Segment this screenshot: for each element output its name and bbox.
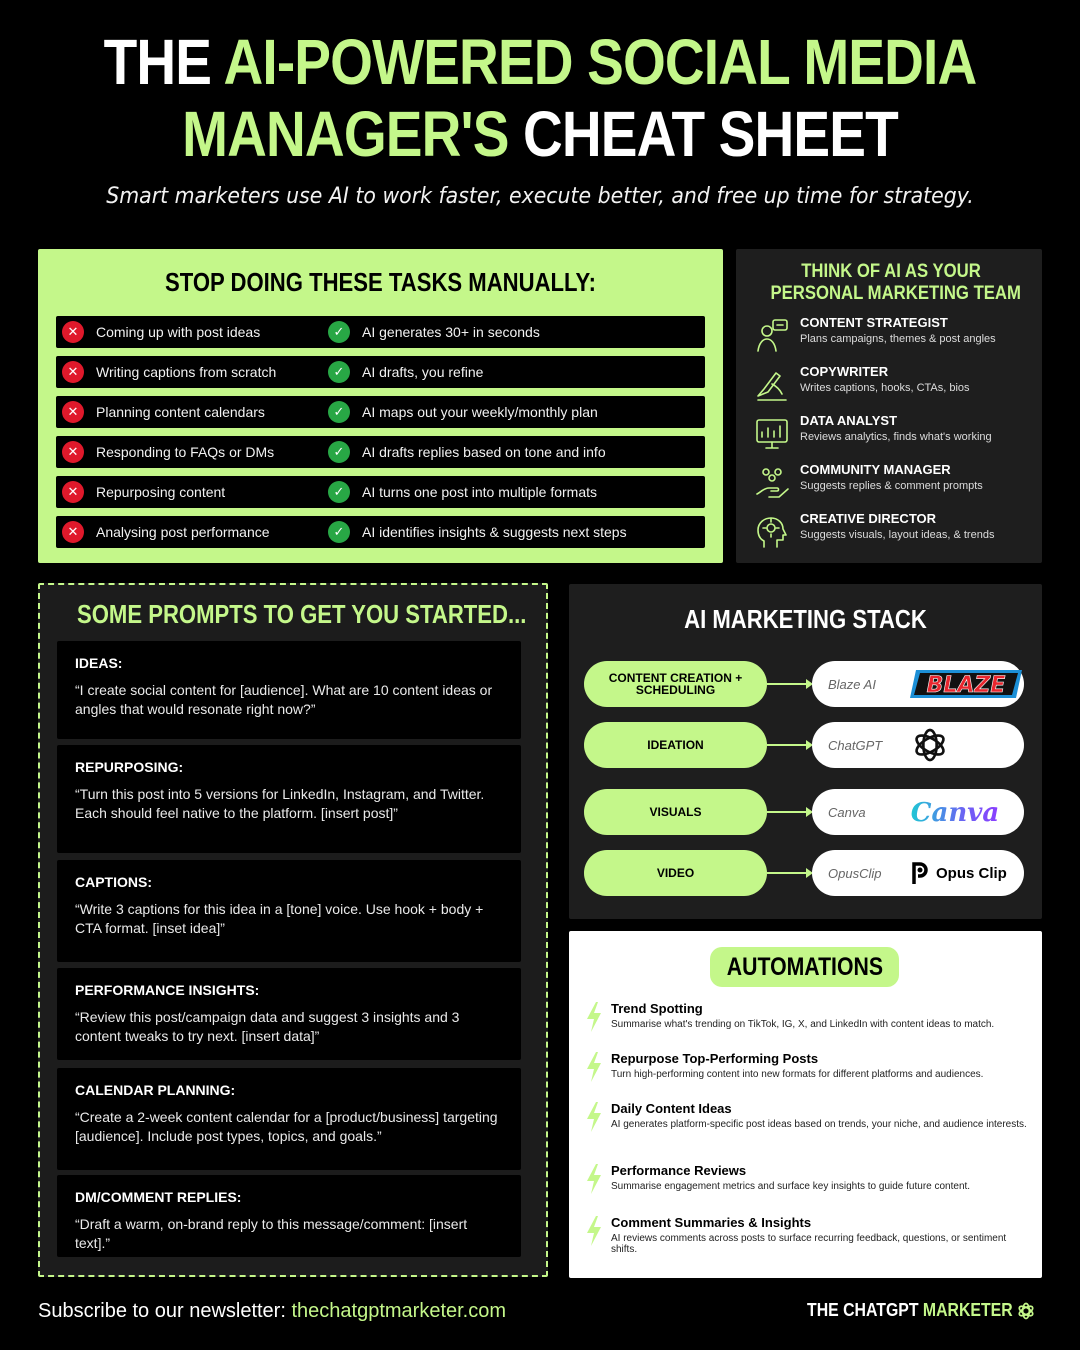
title-white-part: THE [103, 26, 224, 98]
team-role [754, 462, 1028, 511]
automation-title: Trend Spotting [611, 1001, 703, 1016]
prompt-label: IDEAS: [75, 655, 123, 671]
manual-task-label: Repurposing content [96, 484, 226, 500]
team-role [754, 364, 1028, 413]
automation-description: Summarise engagement metrics and surface key insights to guide future content. [611, 1181, 971, 1192]
arrow-right-icon [767, 872, 811, 874]
role-text [800, 364, 970, 394]
prompt-text: “I create social content for [audience]. What are 10 content ideas or angles that would resonate right now?” [75, 682, 493, 717]
marketing-stack-panel [569, 584, 1042, 919]
automation-title: Performance Reviews [611, 1163, 747, 1178]
prompt-label: CALENDAR PLANNING: [75, 1082, 236, 1098]
manual-task-label: Planning content calendars [96, 404, 265, 420]
role-title: COPYWRITER [800, 364, 889, 379]
lightning-bolt-icon [585, 1051, 611, 1088]
x-circle-icon: ✕ [62, 321, 84, 343]
x-circle-icon: ✕ [62, 481, 84, 503]
title-green-part-2: MANAGER'S [182, 98, 524, 170]
ai-task-label: AI maps out your weekly/monthly plan [362, 404, 598, 420]
automation-description: AI generates platform-specific post ideas based on trends, your niche, and audience interests. [611, 1119, 1027, 1130]
team-role [754, 315, 1028, 364]
automation-title: Daily Content Ideas [611, 1101, 732, 1116]
marketing-team-panel [736, 249, 1042, 563]
automation-text [611, 1051, 983, 1088]
manual-task [56, 361, 328, 383]
automation-text [611, 1163, 970, 1200]
check-circle-icon: ✓ [328, 321, 350, 343]
svg-text:Canva: Canva [910, 798, 1000, 828]
automation-description: Summarise what's trending on TikTok, IG, X, and LinkedIn with content ideas to match. [611, 1019, 995, 1030]
stack-category-line1: VISUALS [649, 805, 702, 819]
newsletter-cta [38, 1300, 506, 1323]
prompt-card [57, 968, 521, 1060]
creative-head-icon [754, 511, 800, 554]
canva-logo [910, 795, 1000, 829]
manual-task [56, 481, 328, 503]
stack-tool [812, 850, 1024, 896]
title-green-part: AI-POWERED SOCIAL MEDIA [223, 26, 977, 98]
task-row [56, 516, 705, 548]
automations-panel [569, 931, 1042, 1278]
ai-task [328, 441, 606, 463]
page-title [76, 26, 1005, 170]
stack-tool [812, 789, 1024, 835]
automation-item [585, 1051, 1030, 1088]
prompt-text: “Write 3 captions for this idea in a [tone] voice. Use hook + body + CTA format. [inset idea]” [75, 901, 484, 936]
task-row [56, 316, 705, 348]
automation-title: Comment Summaries & Insights [611, 1215, 812, 1230]
prompt-label: CAPTIONS: [75, 874, 152, 890]
lightning-bolt-icon [585, 1163, 611, 1200]
manual-task-label: Coming up with post ideas [96, 324, 261, 340]
newsletter-link[interactable]: thechatgptmarketer.com [291, 1300, 507, 1322]
stack-category [584, 789, 767, 835]
tool-name: Canva [828, 804, 866, 820]
task-row [56, 356, 705, 388]
stack-category [584, 661, 767, 707]
stack-tool [812, 722, 1024, 768]
ai-task [328, 521, 627, 543]
prompts-heading: SOME PROMPTS TO GET YOU STARTED... [77, 599, 527, 629]
prompt-label: DM/COMMENT REPLIES: [75, 1189, 242, 1205]
stack-category-line1: CONTENT CREATION + [608, 671, 743, 685]
prompt-card [57, 1068, 521, 1170]
automation-text [611, 1101, 1027, 1138]
manual-task [56, 441, 328, 463]
team-heading-line2: PERSONAL MARKETING TEAM [770, 283, 1021, 304]
automation-item [585, 1215, 1030, 1255]
brand-logo [779, 1300, 1036, 1321]
automation-description: Turn high-performing content into new formats for different platforms and audiences. [611, 1069, 984, 1080]
prompt-text: “Create a 2-week content calendar for a [product/business] targeting [audience]. Include post types, topics, and goals.” [75, 1109, 498, 1144]
prompt-label: PERFORMANCE INSIGHTS: [75, 982, 260, 998]
automation-description: AI reviews comments across posts to surface recurring feedback, questions, or sentiment shifts. [611, 1233, 1007, 1255]
stack-tool [812, 661, 1024, 707]
brand-name-green: MARKETER [923, 1300, 1013, 1320]
automation-item [585, 1163, 1030, 1200]
x-circle-icon: ✕ [62, 361, 84, 383]
ai-task [328, 401, 598, 423]
tool-name: Blaze AI [828, 676, 876, 692]
manual-task-label: Responding to FAQs or DMs [96, 444, 275, 460]
stack-row [584, 661, 1029, 707]
stack-row [584, 722, 1029, 768]
arrow-right-icon [767, 744, 811, 746]
check-circle-icon: ✓ [328, 361, 350, 383]
team-role [754, 413, 1028, 462]
role-text [800, 462, 983, 492]
arrow-right-icon [767, 811, 811, 813]
role-description: Writes captions, hooks, CTAs, bios [800, 382, 970, 394]
role-text [800, 315, 996, 345]
role-description: Suggests visuals, layout ideas, & trends [800, 529, 995, 541]
newsletter-label: Subscribe to our newsletter: [38, 1300, 292, 1322]
team-heading-line1: THINK OF AI AS YOUR [801, 261, 981, 282]
role-title: CREATIVE DIRECTOR [800, 511, 937, 526]
check-circle-icon: ✓ [328, 481, 350, 503]
prompts-panel [38, 583, 548, 1277]
strategist-icon [754, 315, 800, 358]
marketing-stack-heading: AI MARKETING STACK [684, 604, 927, 634]
automations-heading: AUTOMATIONS [710, 947, 899, 987]
automation-item [585, 1001, 1030, 1038]
header [0, 26, 1080, 209]
role-title: CONTENT STRATEGIST [800, 315, 948, 330]
analytics-board-icon [754, 413, 800, 456]
prompt-card [57, 1175, 521, 1257]
prompt-text: “Review this post/campaign data and suggest 3 insights and 3 content tweaks to try next. [insert data]” [75, 1009, 460, 1044]
x-circle-icon: ✕ [62, 521, 84, 543]
manual-task-label: Analysing post performance [96, 524, 270, 540]
stack-row [584, 789, 1029, 835]
stack-category [584, 722, 767, 768]
stack-row [584, 850, 1029, 896]
prompt-text: “Turn this post into 5 versions for LinkedIn, Instagram, and Twitter. Each should feel native to the platform. [insert post]” [75, 786, 485, 821]
automation-text [611, 1215, 1030, 1255]
writing-hand-icon [754, 364, 800, 407]
ai-task [328, 481, 597, 503]
ai-task-label: AI turns one post into multiple formats [362, 484, 597, 500]
tool-name: OpusClip [828, 865, 882, 881]
tool-name: ChatGPT [828, 737, 883, 753]
lightning-bolt-icon [585, 1001, 611, 1038]
ai-task-label: AI drafts replies based on tone and info [362, 444, 606, 460]
role-text [800, 413, 992, 443]
ai-task [328, 361, 483, 383]
x-circle-icon: ✕ [62, 441, 84, 463]
check-circle-icon: ✓ [328, 441, 350, 463]
community-hand-icon [754, 462, 800, 505]
team-role [754, 511, 1028, 560]
title-white-part-2: CHEAT SHEET [523, 98, 898, 170]
stack-category [584, 850, 767, 896]
role-title: COMMUNITY MANAGER [800, 462, 951, 477]
role-description: Reviews analytics, finds what's working [800, 431, 992, 443]
task-row [56, 436, 705, 468]
prompt-card [57, 745, 521, 853]
prompt-card [57, 641, 521, 739]
automation-item [585, 1101, 1030, 1138]
openai-knot-icon [1016, 1301, 1036, 1321]
brand-name-white: THE CHATGPT [807, 1300, 924, 1320]
automation-text [611, 1001, 994, 1038]
ai-task-label: AI drafts, you refine [362, 364, 484, 380]
prompt-text: “Draft a warm, on-brand reply to this message/comment: [insert text].” [75, 1216, 468, 1251]
svg-text:BLAZE: BLAZE [926, 673, 1006, 698]
lightning-bolt-icon [585, 1101, 611, 1138]
blaze-logo [908, 667, 1024, 701]
manual-tasks-panel [38, 249, 723, 563]
task-row [56, 476, 705, 508]
stack-category-line1: IDEATION [647, 738, 704, 752]
lightning-bolt-icon [585, 1215, 611, 1255]
ai-task [328, 321, 540, 343]
check-circle-icon: ✓ [328, 401, 350, 423]
manual-task [56, 401, 328, 423]
manual-task [56, 321, 328, 343]
svg-text:Opus Clip: Opus Clip [936, 865, 1007, 882]
ai-task-label: AI generates 30+ in seconds [362, 324, 540, 340]
role-description: Suggests replies & comment prompts [800, 480, 983, 492]
ai-task-label: AI identifies insights & suggests next steps [362, 524, 627, 540]
x-circle-icon: ✕ [62, 401, 84, 423]
stack-category-line1: VIDEO [656, 866, 695, 880]
manual-task-label: Writing captions from scratch [96, 364, 277, 380]
role-text [800, 511, 994, 541]
marketing-team-heading [770, 261, 1021, 305]
arrow-right-icon [767, 683, 811, 685]
manual-tasks-heading: STOP DOING THESE TASKS MANUALLY: [164, 267, 597, 297]
openai-logo [910, 725, 950, 765]
stack-category-line2: SCHEDULING [635, 683, 716, 697]
subtitle: Smart marketers use AI to work faster, execute better, and free up time for strategy. [106, 184, 974, 209]
role-title: DATA ANALYST [800, 413, 898, 428]
prompt-card [57, 860, 521, 962]
role-description: Plans campaigns, themes & post angles [800, 333, 996, 345]
opus-clip-logo [910, 858, 1022, 888]
task-row [56, 396, 705, 428]
check-circle-icon: ✓ [328, 521, 350, 543]
manual-task [56, 521, 328, 543]
automation-title: Repurpose Top-Performing Posts [611, 1051, 819, 1066]
prompt-label: REPURPOSING: [75, 759, 184, 775]
